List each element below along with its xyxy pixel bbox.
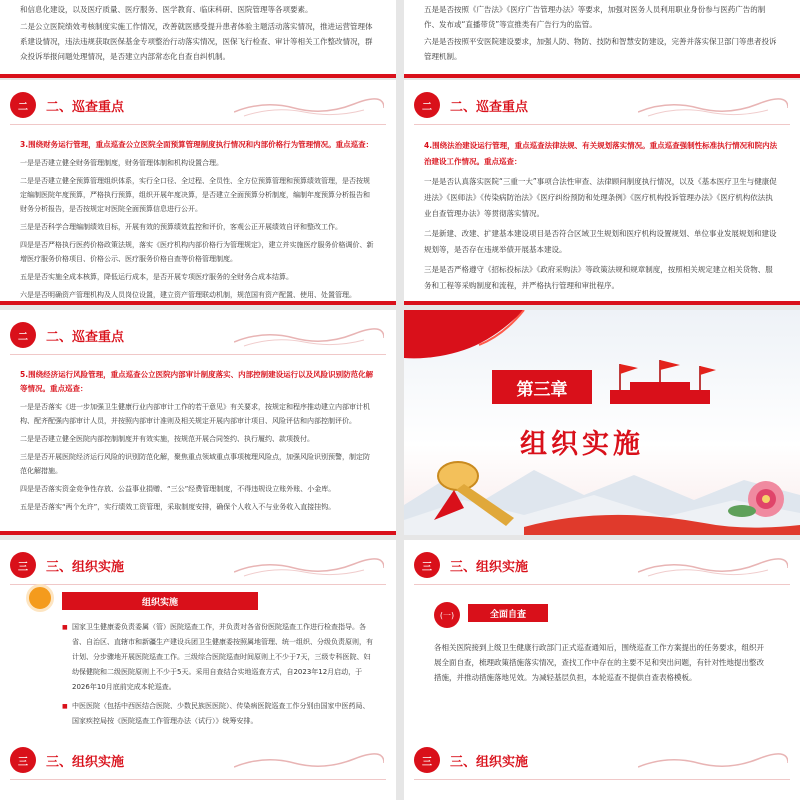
header-divider (10, 584, 386, 585)
section-title: 三、组织实施 (46, 754, 125, 770)
step-text: 各相关医院接到上级卫生健康行政部门正式巡查通知后，围绕巡查工作方案提出的任务要求，组织开展全面自查，梳理政策措施落实情况，查找工作中存在的主要不足和突出问题，有针对性地提出整改措施，并推动措施落地见效。为减轻基层负担，本轮巡查不提供自查表格模板。 (434, 643, 764, 682)
slide-top-left (0, 0, 396, 78)
header-divider (10, 124, 386, 125)
slide-chapter (404, 310, 800, 535)
header-divider (414, 124, 790, 125)
paragraph: 二是是否建立健全预算管理组织体系，实行全口径、全过程、全员性、全方位预算管理和预算绩效管理，是否按规定编制医院年度预算，严格执行预算，组织开展年度决算，是否建立全面预算分析制度，编制年度预算分析报告和财务分析报告，是否按规定对医院全面预算信息进行公开。 (20, 177, 370, 213)
slide-self-check (404, 540, 800, 765)
lead-text: 5.围绕经济运行风险管理，重点巡查公立医院内部审计制度落实、内部控制建设运行以及风险识别防范化解等情况。重点巡查： (20, 370, 374, 393)
great-wall-ornament (234, 745, 384, 775)
paragraph: 三是是否科学合理编制绩效目标，开展有效的预算绩效监控和评价，客观公正开展绩效自评和整改工作。 (20, 223, 342, 231)
section-title: 二、巡查重点 (46, 329, 125, 345)
paragraph: 一是是否认真落实医院“三重一大”事项合法性审查、法律顾问制度执行情况，以及《基本医疗卫生与健康促进法》《医师法》《传染病防治法》《医疗纠纷预防和处理条例》《医疗机构投诉管理办法》《医疗机构依法执业自查管理办法》等贯彻落实情况。 (424, 177, 777, 218)
section-header (414, 552, 528, 578)
chapter-title: 组织实施 (520, 429, 644, 460)
slide-org (0, 540, 396, 765)
slide-bottom-bar (0, 74, 396, 78)
header-divider (10, 779, 386, 780)
section-header (10, 322, 124, 348)
header-divider (414, 584, 790, 585)
great-wall-ornament (638, 550, 788, 580)
section-title: 三、组织实施 (450, 754, 529, 770)
great-wall-ornament (234, 90, 384, 120)
header-divider (10, 354, 386, 355)
paragraph: 一是是否落实《进一步加强卫生健康行业内部审计工作的若干意见》有关要求，按规定和程序推动建立内部审计机构、配齐配强内部审计人员，并按照内部审计准则及相关规定开展内部审计项目、风险评估和内部控制评价。 (20, 403, 370, 425)
slide-bottom-bar (0, 531, 396, 535)
paragraph: 五是是否落实“两个允许”，实行绩效工资管理，采取制度安排，确保个人收入不与业务收入直接挂钩。 (20, 503, 336, 511)
slide-bottom-right (404, 735, 800, 800)
slide-top-right (404, 0, 800, 78)
chapter-label: 第三章 (492, 370, 592, 404)
great-wall-ornament (638, 90, 788, 120)
great-wall-ornament (234, 550, 384, 580)
section-title: 二、巡查重点 (450, 99, 529, 115)
slide-economy (0, 310, 396, 535)
section-header (10, 92, 124, 118)
lead-text: 3.围绕财务运行管理，重点巡查公立医院全面预算管理制度执行情况和内部价格行为管理情况。重点巡查： (20, 140, 374, 149)
great-wall-ornament (234, 320, 384, 350)
slide-body (20, 138, 376, 305)
section-title: 二、巡查重点 (46, 99, 125, 115)
section-title: 三、组织实施 (46, 559, 125, 575)
section-header (10, 747, 124, 773)
header-divider (414, 779, 790, 780)
slide-bottom-bar (0, 301, 396, 305)
paragraph: 一是是否建立健全财务管理制度，财务管理体制和机构设置合理。 (20, 159, 223, 167)
box-title: 组织实施 (62, 592, 258, 610)
great-wall-ornament (638, 745, 788, 775)
slide-law (404, 80, 800, 305)
flag-icon (600, 360, 720, 410)
paragraph: 三是是否严格遵守《招标投标法》《政府采购法》等政策法规和规章制度，按照相关规定建立相关货物、服务和工程等采购制度和流程，并严格执行管理和审批程序。 (424, 265, 773, 290)
list-item: ■ 国家卫生健康委负责委属（管）医院巡查工作，并负责对各省份医院巡查工作进行检查指导。各省、自治区、直辖市和新疆生产建设兵团卫生健康委按照属地管理、统一组织、分级负责原则，有计划、分步骤地开展医院巡查工作。三级综合医院巡查时间原则上不少于7天，三级专科医院、妇幼保健院和二级医院原则上不少于5天。采用自查结合实地巡查方式，自2023年12月启动，于2026年10月底前完成本轮巡查。 (62, 620, 376, 695)
paragraph: 四是是否落实资金竞争性存放、公益事业捐赠、“三公”经费管理制度，不得违规设立账外账、小金库。 (20, 485, 336, 493)
text-line: 和信息化建设，以及医疗质量、医疗服务、医学教育、临床科研、医院管理等各项要素。 (20, 5, 313, 14)
section-badge: 三 (414, 552, 440, 578)
section-header (414, 747, 528, 773)
text-line: 五是是否按照《广告法》《医疗广告管理办法》等要求，加强对医务人员利用职业身份参与医药广告的制作、发布或“直播带货”等宣推类有广告行为的监管。 (424, 5, 766, 29)
paragraph: 三是是否开展医院经济运行风险的识别防范化解，聚焦重点领域重点事项梳理风险点，加强风险识别预警，制定防范化解措施。 (20, 453, 370, 475)
list-item: ■ 中医医院（包括中西医结合医院、少数民族医医院）、传染病医院巡查工作分别由国家中医药局、国家疾控局按《医院巡查工作管理办法（试行）》统筹安排。 (62, 699, 376, 729)
section-header (10, 552, 124, 578)
slide-finance (0, 80, 396, 305)
text-line: 六是是否按照平安医院建设要求，加强人防、物防、技防和智慧安防建设，完善并落实保卫部门等患者投诉管理机制。 (424, 37, 777, 61)
slide-body (20, 368, 376, 518)
paragraph: 二是新建、改建、扩建基本建设项目是否符合区域卫生规划和医疗机构设置规划、单位事业发展规划和建设规划等，是否存在违规举债开展基本建设。 (424, 229, 777, 254)
flower-icon (726, 469, 796, 529)
paragraph: 二是是否建立健全医院内部控制制度并有效实施，按规范开展合同签约、执行履约、款项拨付。 (20, 435, 314, 443)
lead-text: 4.围绕法治建设运行管理，重点巡查法律法规、有关规划落实情况。重点巡查强制性标准执行情况和院内法治建设工作情况。重点巡查： (424, 141, 778, 166)
section-badge: 二 (10, 322, 36, 348)
slide-body (424, 138, 780, 298)
bugle-icon (424, 460, 534, 530)
text-line: 二是公立医院绩效考核制度实施工作情况，改善就医感受提升患者体验主题活动落实情况，推进运营管理体系建设情况，违法违规获取医保基金专项整治行动落实情况，医保飞行检查、审计等相关工作整改情况，群众投诉举报问题处理情况，是否建立内部常态化自查自纠机制。 (20, 22, 373, 61)
slide-bottom-left (0, 735, 396, 800)
section-badge: 三 (414, 747, 440, 773)
slide-bottom-bar (404, 74, 800, 78)
org-icon (26, 584, 54, 612)
slide-bottom-bar (404, 301, 800, 305)
paragraph: 四是是否严格执行医药价格政策法规，落实《医疗机构内部价格行为管理规定》，建立并实施医疗服务价格调价、新增医疗服务价格项目、价格公示、医疗服务价格自查等价格管理制度。 (20, 241, 374, 263)
section-header (414, 92, 528, 118)
paragraph: 六是是否明确资产管理机构及人员岗位设置，建立资产管理联动机制，规范国有资产配置、使用、处置管理。 (20, 291, 356, 299)
step-title: 全面自查 (468, 604, 548, 622)
paragraph: 五是是否实施全成本核算，降低运行成本，是否开展专项医疗服务的全财务合成本结算。 (20, 273, 293, 281)
section-badge: 三 (10, 747, 36, 773)
section-badge: 三 (10, 552, 36, 578)
section-title: 三、组织实施 (450, 559, 529, 575)
org-list (62, 620, 376, 733)
section-badge: 二 (10, 92, 36, 118)
step-badge: (一) (434, 602, 460, 628)
section-badge: 二 (414, 92, 440, 118)
